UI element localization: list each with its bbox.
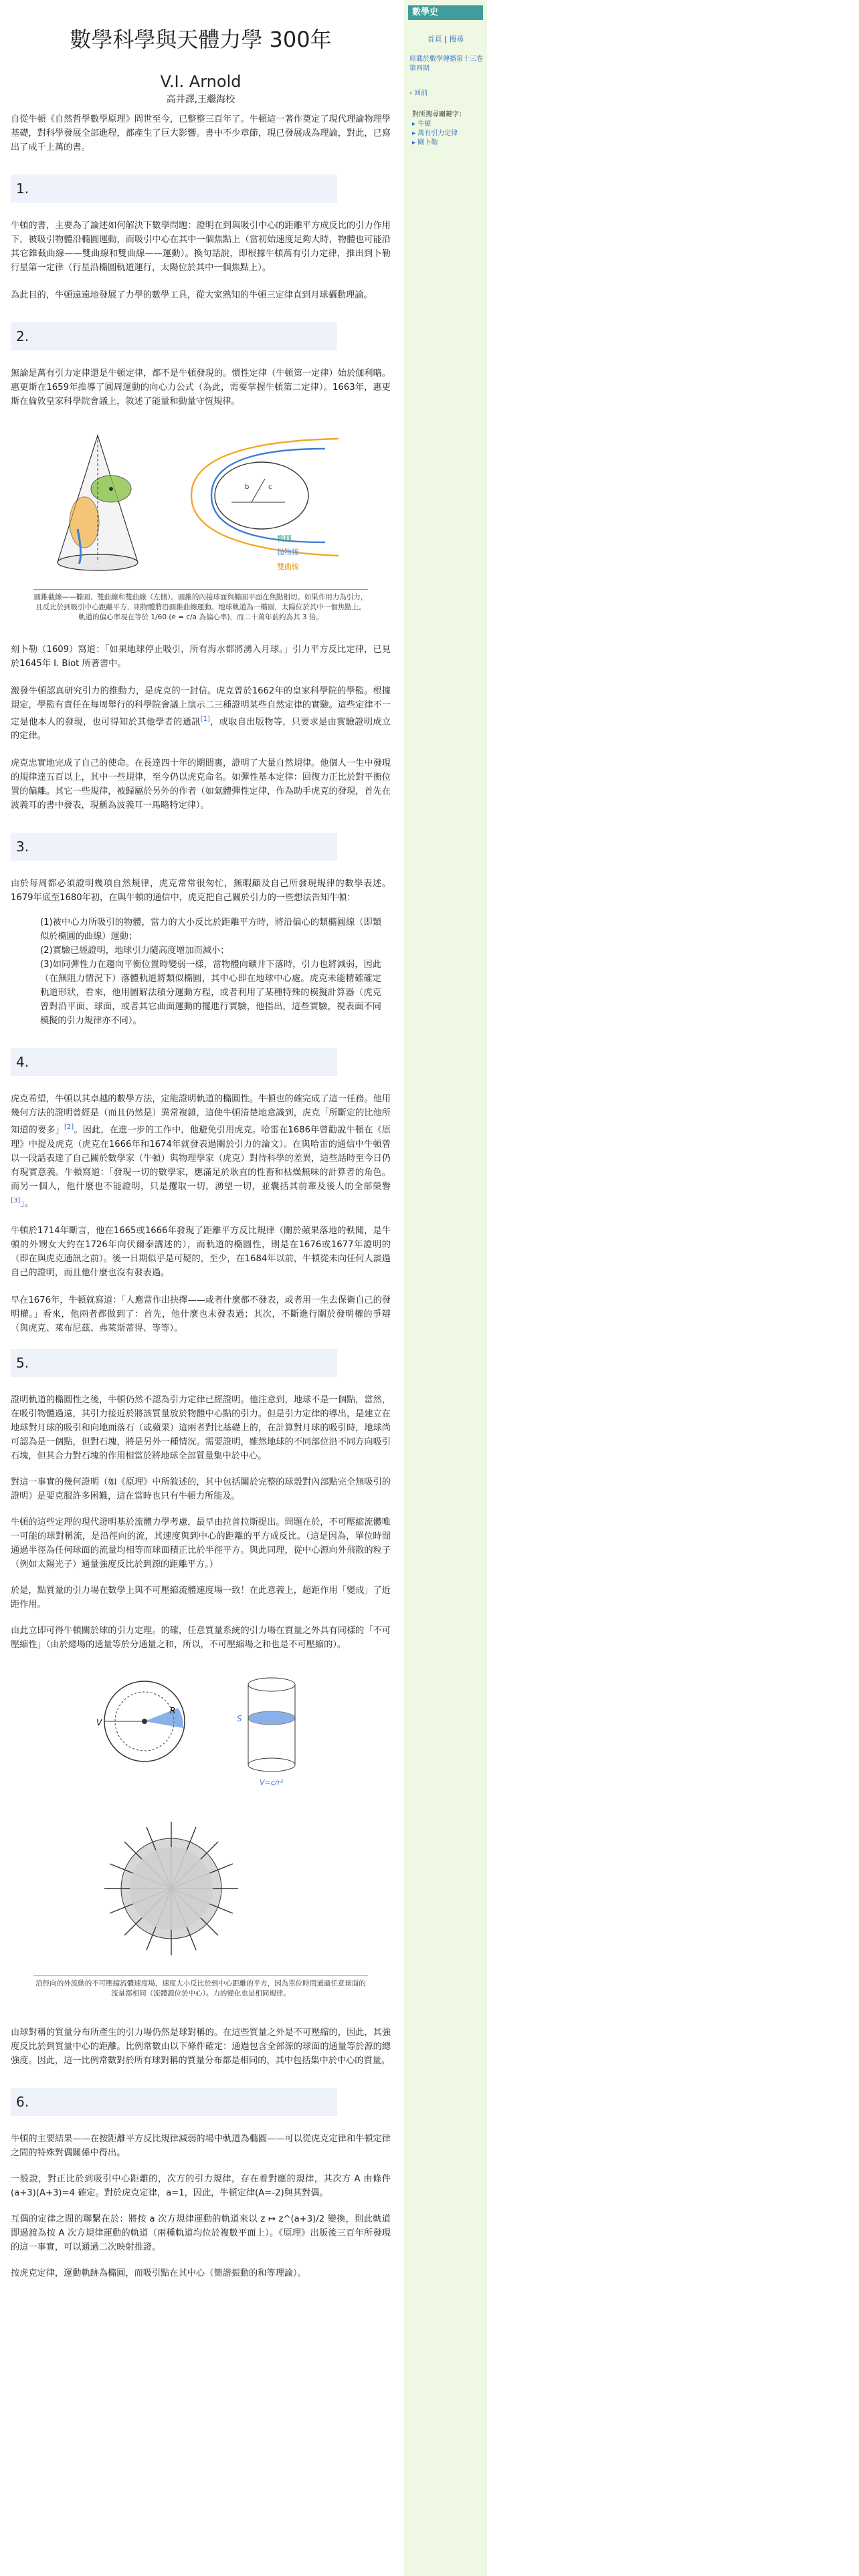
article: [0, 0, 401, 2280]
issue-link[interactable]: 原載於數學傳播第十三卷第四期: [409, 56, 483, 72]
figure-caption: 沿徑向的外流動的不可壓縮流體速度場，速度大小反比於到中心距離的平方，因為單位時間通過任意球面的流量都相同（流體源位於中心）。力的變化也是相同規律。: [33, 1975, 368, 1999]
section-heading-3: 3.: [11, 833, 337, 861]
list-item: (3)如同彈性力在趨向平衡位置時變弱一樣，當物體向礦井下落時，引力也將減弱，因此（在無阻力情況下）落體軌道將類似橢圓，其中心即在地球中心處。虎克未能精確確定軌道形狀，看來，他用圖解法積分運動方程，或者利用了某種特殊的模擬計算器（虎克曾對沿平面、球面，或者其它曲面運動的擺進行實驗，他指出，這些實驗，視表面不同模擬的引力規律亦不同）。: [40, 960, 381, 1027]
paragraph: 於是，點質量的引力場在數學上與不可壓縮流體速度場一致！在此意義上，超距作用「變成」了近距作用。: [11, 1586, 391, 1610]
author: V.I. Arnold: [160, 72, 242, 91]
list-item: (1)被中心力所吸引的物體，當力的大小反比於距離平方時，將沿偏心的類橢圓線（即類似於橢圓的曲線）運動；: [40, 918, 381, 942]
citation-link[interactable]: [1]: [200, 716, 210, 723]
search-link[interactable]: 搜尋: [449, 35, 464, 43]
paragraph: 互偶的定律之間的聯繫在於：將按 a 次方規律運動的軌道來以 z ↦ z^(a+3)/2 變換，則此軌道即過渡為按 A 次方規律運動的軌道（兩種軌道均位於複數平面上）。《原理》出版後三百年所發現的這一事實，可以通過二次映射推證。: [11, 2214, 391, 2253]
intro-paragraph: 自從牛頓《自然哲學數學原理》問世至今，已整整三百年了。牛頓這一著作奠定了現代理論物理學基礎，對科學發展全部進程，都產生了巨大影響。書中不少章節，現已發展成為理論，對此，已寫出了成千上萬的書。: [11, 114, 391, 152]
conic-sections-figure: [11, 422, 391, 589]
paragraph: 牛頓的書，主要為了論述如何解決下數學問題：證明在到與吸引中心的距離平方成反比的引力作用下，被吸引物體沿橢圓運動，而吸引中心在其中一個焦點上（當初始速度足夠大時，物體也可能沿其它錐截曲線——雙曲線和雙曲線——運動）。換句話說，即根據牛頓萬有引力定律，推出到卜勒行星第一定律（行星沿橢圓軌道運行，太陽位於其中一個焦點上）。: [11, 221, 391, 273]
paragraph: 按虎克定律，運動軌跡為橢圓，而吸引點在其中心（簡諧振動的和等理論）。: [11, 2268, 306, 2279]
formula-label: V=c/r²: [260, 1778, 284, 1788]
paragraph: 早在1676年，牛頓就寫道：「人應當作出抉擇——或者什麼都不發表，或者用一生去保衛自己的發明權。」看來，他兩者都做到了：首先，他什麼也未發表過；其次，不斷進行關於發明權的爭辯（與虎克、萊布尼茲、弗萊斯蒂得、等等）。: [11, 1295, 391, 1334]
paragraph: 由於每周都必須證明幾項自然規律，虎克常常很匆忙，無暇顧及自己所發現規律的數學表述。1679年底至1680年初，在與牛頓的通信中，虎克把自己關於引力的一些想法告知牛頓：: [11, 879, 391, 903]
paragraph: 虎克忠實地完成了自己的使命。在長達四十年的期間裏，證明了大量自然規律。他個人一生中發現的規律達五百以上，其中一些規律，至今仍以虎克命名。如彈性基本定律：回復力正比於對平衡位置的偏離。其它一些規律，被歸屬於另外的作者（如氣體彈性定律，作為助手虎克的發現，首先在波義耳的書中發表，現稱為波義耳一馬略特定律）。: [11, 758, 391, 811]
back-link[interactable]: ‹ 回前: [409, 90, 428, 97]
paragraph: 為此目的，牛頓遠遠地發展了力學的數學工具，從大家熟知的牛頓三定律直到月球攝動理論。: [11, 290, 373, 300]
paragraph: 由球對稱的質量分布所產生的引力場仍然是球對稱的。在這些質量之外是不可壓縮的，因此，其強度反比於到質量中心的距離。比例常數由以下條件確定：通過包含全部源的球面的通量等於源的總強度。因此，這一比例常數對於所有球對稱的質量分布都是相同的，其中包括集中於中心的質量。: [11, 2028, 391, 2066]
keyword-item[interactable]: ▸ 牛頓: [412, 120, 432, 128]
paragraph: 無論是萬有引力定律還是牛頓定律，都不是牛頓發現的。慣性定律（牛頓第一定律）始於伽利略。惠更斯在1659年推導了圓周運動的向心力公式（為此，需要掌握牛頓第二定律）。1663年，惠更斯在倫敦皇家科學院會議上，敘述了能量和動量守恆規律。: [11, 368, 391, 407]
label-r: R: [170, 1706, 176, 1716]
nav-separator: |: [444, 35, 447, 43]
paragraph: 虎克希望，牛頓以其卓越的數學方法，定能證明軌道的橢圓性。牛頓也的確完成了這一任務。他用幾何方法的證明曾經是（而且仍然是）異常複雜，這使牛頓清楚地意識到，虎克「所斷定的比他所知道的要多」[2]。因此，在進一步的工作中，他避免引用虎克。哈雷在1686年曾勸說牛頓在《原理》中提及虎克（虎克在1666年和1674年就發表過關於引力的論文）。在與哈雷的通信中牛頓曾以一段話表達了自己關於數學家（牛頓）與物理學家（虎克）對待科學的差異，這些話時至今日仍有現實意義。牛頓寫道：「發現一切的數學家，應滿足於耿直的性畜和枯燥無味的計算者的角色。而另一個人，他什麼也不能證明，只是攫取一切，湧望一切，並囊括其前輩及後人的全部榮譽[3]」。: [11, 1094, 391, 1209]
paragraph: 激發牛頓認真研究引力的推動力，是虎克的一封信。虎克曾於1662年的皇家科學院的學監。根據規定，學監有責任在每周舉行的科學院會議上演示二三種證明某些自然定律的實驗。這些定律不一定是他本人的發現，也可得知於其他學者的通訊[1]，或取自出版物等，只要求是由實驗證明成立的定律。: [11, 686, 391, 742]
svg-text:b: b: [245, 484, 250, 491]
keyword-item[interactable]: ▸ 萬有引力定律: [412, 130, 458, 137]
sidebar-title: 數學史: [408, 5, 483, 20]
label-ellipse: 橢圓: [277, 534, 292, 543]
list-item: (2)實驗已經證明，地球引力隨高度增加而減小；: [40, 946, 229, 956]
conic-sections-diagram: [11, 422, 391, 589]
paragraph: 牛頓的這些定理的現代證明基於流體力學考慮，最早由拉普拉斯提出。問題在於，不可壓縮流體唯一可能的球對稱流，是沿徑向的流，其速度與到中心的距離的平方成反比。（這是因為，單位時間通過半徑為任何球面的流量均相等而球面積正比於半徑平方。與此同理，從中心源向外飛散的粒子（例如太陽光子）通量強度反比於到源的距離平方。）: [11, 1517, 391, 1570]
label-hyperbola: 雙曲線: [277, 562, 299, 571]
paragraph: 牛頓的主要結果——在按距離平方反比規律減弱的場中軌道為橢圓——可以從虎克定律和牛頓定律之間的特殊對偶關係中得出。: [11, 2134, 391, 2159]
keyword-item[interactable]: ▸ 剛卜勒: [412, 139, 438, 146]
svg-text:c: c: [268, 484, 272, 491]
citation-link[interactable]: [3]: [11, 1196, 21, 1204]
label-s: S: [237, 1714, 242, 1724]
section-heading-5: 5.: [11, 1349, 337, 1377]
page-title: 數學科學與天體力學 300年: [70, 27, 332, 52]
section-heading-4: 4.: [11, 1048, 337, 1076]
flow-field-figure: [11, 1668, 391, 1975]
paragraph: 牛頓於1714年斷言，他在1665或1666年發現了距離平方反比規律（關於蘋果落地的軼聞，是牛頓的外甥女大約在1726年向伏爾泰講述的），而軌道的橢圓性，則是在1676或1677年證明的（即在與虎克通訊之前）。後一日期似乎是可疑的，至少，在1684年以前，牛頓從未向任何人談過自己的證明，而且他什麼也沒有發表過。: [11, 1226, 391, 1279]
paragraph: 由此立即可得牛頓關於球的引力定理。的確，任意質量系統的引力場在質量之外具有同樣的「不可壓縮性」（由於總場的通量等於分通量之和，所以，不可壓縮場之和也是不可壓縮的）。: [11, 1626, 391, 1650]
section-heading-6: 6.: [11, 2088, 337, 2116]
paragraph: 一般說，對正比於到吸引中心距離的，次方的引力規律，存在着對應的規律，其次方 A 由條件 (a+3)(A+3)=4 確定。對於虎克定律，a=1，因此，牛頓定律(A=-2)與其對偶。: [11, 2174, 391, 2199]
label-parabola: 拋物線: [277, 548, 299, 556]
flow-field-diagram: [11, 1668, 391, 1975]
translator: 高井譯,王繼海校: [166, 94, 235, 105]
home-link[interactable]: 首頁: [427, 35, 442, 43]
section-heading-2: 2.: [11, 322, 337, 350]
blank-area: [487, 0, 859, 2576]
paragraph: 對這一事實的幾何證明（如《原理》中所敘述的，其中包括關於完整的球殼對內部點完全無吸引的證明）是要克服許多困難，這在當時也只有牛頓力所能及。: [11, 1477, 391, 1502]
section-heading-1: 1.: [11, 175, 337, 203]
keyword-heading: 對所搜尋關鍵字：: [412, 111, 466, 118]
sidebar-nav: [404, 33, 487, 44]
paragraph: 刻卜勒（1609）寫道：「如果地球停止吸引，所有海水都將湧入月球。」引力平方反比定律，已見於1645年 I. Biot 所著書中。: [11, 645, 391, 669]
label-v: V: [96, 1718, 102, 1728]
sidebar: [404, 0, 487, 2576]
paragraph: 證明軌道的橢圓性之後，牛頓仍然不認為引力定律已經證明。他注意到，地球不是一個點，當然，在吸引物體過遠，其引力接近於將該質量放於物體中心點的引力。但是引力定律的導出，是建立在地球對月球的吸引和向地面落石（或蘋果）這兩者對比基礎上的，在計算對月球的吸引時，地球尚可認為是一個點，但對石塊，將是另外一種情況。需要證明，雖然地球的不同部位沿不同方向吸引石塊，但其合力對石塊的作用相當於將地球全部質量集中於中心。: [11, 1395, 391, 1462]
keyword-list: [412, 110, 487, 148]
figure-caption: 圓錐截線——橢圓、雙曲線和雙曲線（左側）。圓錐的內接球面與橢圓平面在焦點相切。如果作用力為引力，且反比於到吸引中心距離平方，則物體將沿圓錐曲線運動。地球軌道為一橢圓，太陽位於其中一個焦點上。軌道的偏心率現在等於 1/60 (e = c/a 為偏心率)，而二十萬年前約為其 3 倍。: [33, 589, 368, 623]
citation-link[interactable]: [2]: [64, 1123, 74, 1132]
